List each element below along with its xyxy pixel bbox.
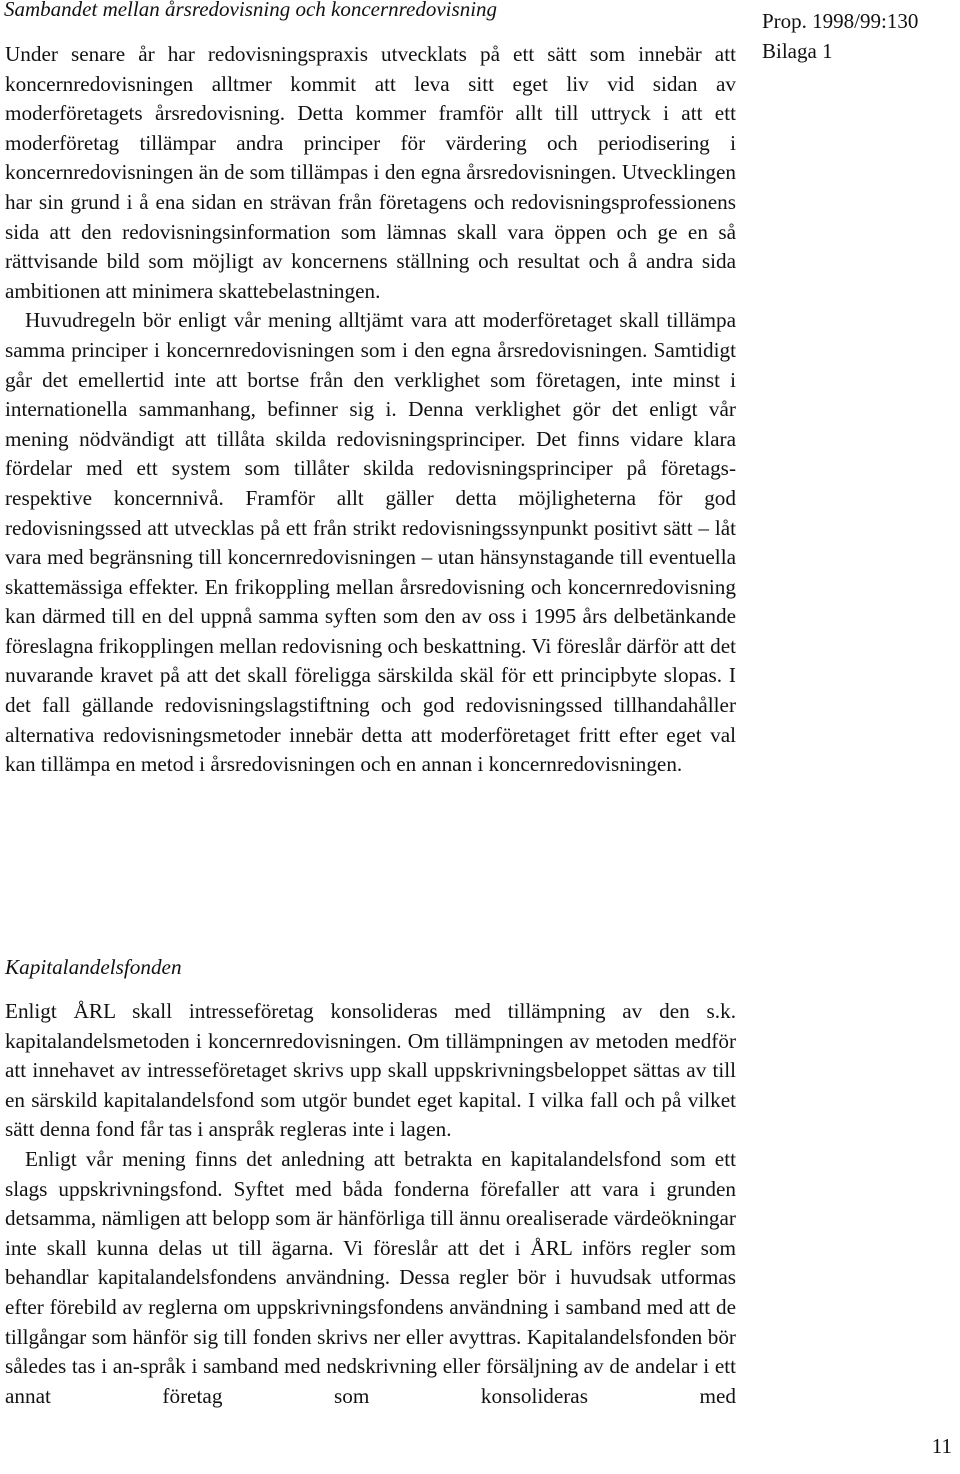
page-number: 11 — [931, 1434, 952, 1458]
paragraph: Enligt ÅRL skall intresseföretag konsolideras med tillämpning av den s.k. kapitalandelsmetoden i koncernredovisningen. Om tillämpningen av metoden medför att innehavet av intresseföretaget skrivs upp skall uppskrivningsbeloppet sättas av till en särskild kapitalandelsfond som utgör bundet eget kapital. I vilka fall och på vilket sätt denna fond får tas i anspråk regleras inte i lagen. — [5, 999, 736, 1142]
proposition-number: Prop. 1998/99:130 — [762, 9, 919, 33]
paragraph: Under senare år har redovisningspraxis utvecklats på ett sätt som innebär att koncernredovisningen alltmer kommit att leva sitt eget liv vid sidan av moderföretagets årsredovisning. Detta kommer framför allt till uttryck i att ett moderföretag tillämpar andra principer för värdering och periodisering i koncernredovisningen än de som tillämpas i den egna årsredovisningen. Utvecklingen har sin grund i å ena sidan en strävan från företagens och redovisningsprofessionens sida att den redovisningsinformation som lämnas skall vara öppen och ge en så rättvisande bild som möjligt av koncernens ställning och resultat och å andra sida ambitionen att minimera skattebelastningen. — [5, 42, 736, 303]
paragraph: Huvudregeln bör enligt vår mening alltjämt vara att moderföretaget skall tillämpa samma principer i koncernredovisningen som i den egna årsredovisningen. Samtidigt går det emellertid inte att bortse från den verklighet som företagen, inte minst i internationella sammanhang, befinner sig i. Denna verklighet gör det enligt vår mening nödvändigt att tillåta skilda redovisningsprinciper. Det finns vidare klara fördelar med ett system som tillåter skilda redovisningsprinciper på företagsrespektive koncernnivå. Framför allt gäller detta möjligheterna för god redovisningssed att utvecklas på ett från strikt redovisningssynpunkt positivt sätt – låt vara med begränsning till koncernredovisningen – utan hänsynstagande till eventuella skattemässiga effekter. En frikoppling mellan årsredovisning och koncernredovisning kan därmed till en del uppnå samma syften som den av oss i 1995 års delbetänkande föreslagna frikopplingen mellan redovisning och beskattning. Vi föreslår därför att det nuvarande kravet på att det skall föreligga särskilda skäl för ett principbyte slopas. I det fall gällande redovisningslagstiftning och god redovisningssed tillhandahåller alternativa redovisningsmetoder innebär detta att moderföretaget fritt efter eget val kan tillämpa en metod i årsredovisningen och en annan i koncernredovisningen. — [5, 308, 736, 777]
appendix-label: Bilaga 1 — [762, 39, 833, 63]
running-title: Sambandet mellan årsredovisning och koncernredovisning — [4, 0, 498, 21]
section-body-1 — [5, 40, 736, 780]
document-reference — [762, 6, 918, 66]
section-heading: Kapitalandelsfonden — [5, 955, 182, 979]
paragraph: Enligt vår mening finns det anledning att betrakta en kapitalandelsfond som ett slags uppskrivningsfond. Syftet med båda fonderna förefaller att vara i grunden detsamma, nämligen att belopp som är hänförliga till ännu orealiserade värdeökningar inte skall kunna delas ut till ägarna. Vi föreslår att det i ÅRL införs regler som behandlar kapitalandelsfondens användning. Dessa regler bör i huvudsak utformas efter förebild av reglerna om uppskrivningsfondens användning i samband med att de tillgångar som hänför sig till fonden skrivs ner eller avyttras. Kapitalandelsfonden bör således tas i an-språk i samband med nedskrivning eller försäljning av de andelar i ett annat företag som konsolideras med — [5, 1146, 736, 1408]
section-body-2 — [5, 997, 736, 1411]
